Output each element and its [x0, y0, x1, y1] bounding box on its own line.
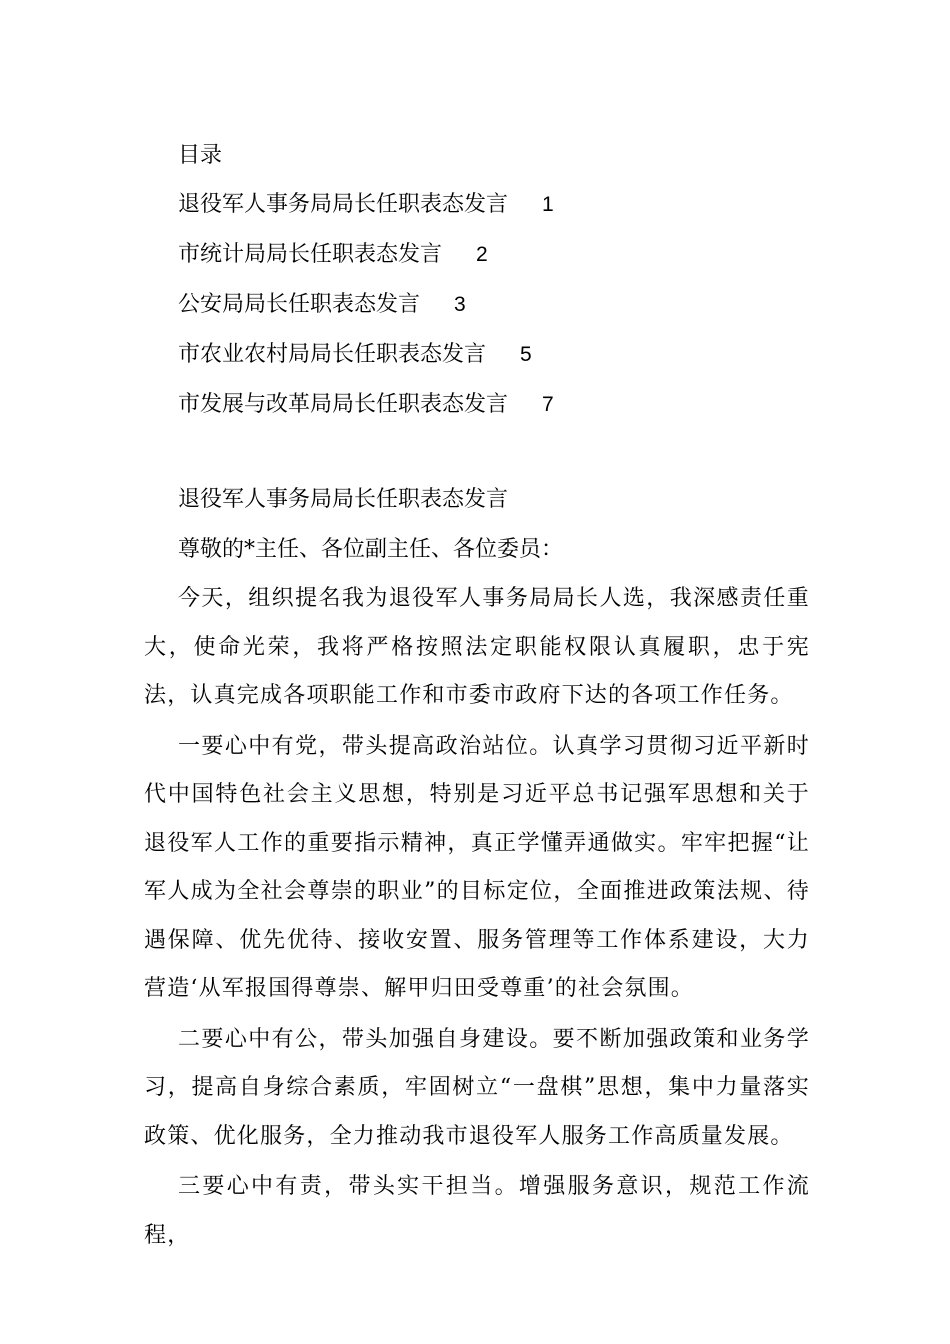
speech-paragraph: 三要心中有责，带头实干担当。增强服务意识，规范工作流程，	[144, 1174, 810, 1248]
toc-entry-label: 退役军人事务局局长任职表态发言	[178, 192, 509, 217]
toc-entry-label: 市统计局局长任职表态发言	[178, 242, 443, 267]
speech-paragraph: 二要心中有公，带头加强自身建设。要不断加强政策和业务学习，提高自身综合素质，牢固树立“一盘棋”思想，集中力量落实政策、优化服务，全力推动我市退役军人服务工作高质量发展。	[144, 1026, 810, 1149]
toc-entry[interactable]	[178, 280, 798, 330]
toc-entry[interactable]	[178, 180, 798, 230]
toc-entry[interactable]	[178, 330, 798, 380]
toc-entry[interactable]	[178, 380, 798, 430]
toc-entry-page-number: 3	[454, 293, 466, 316]
table-of-contents	[178, 131, 798, 430]
speech-body	[144, 475, 810, 1262]
toc-entry-page-number: 7	[542, 393, 554, 416]
toc-entry-page-number: 5	[520, 343, 532, 366]
toc-entry-label: 市发展与改革局局长任职表态发言	[178, 392, 509, 417]
toc-entry-label: 公安局局长任职表态发言	[178, 292, 421, 317]
speech-heading: 退役军人事务局局长任职表态发言	[178, 487, 509, 512]
toc-title: 目录	[178, 143, 223, 168]
toc-entry-label: 市农业农村局局长任职表态发言	[178, 342, 487, 367]
speech-paragraph: 今天，组织提名我为退役军人事务局局长人选，我深感责任重大，使命光荣，我将严格按照法定职能权限认真履职，忠于宪法，认真完成各项职能工作和市委市政府下达的各项工作任务。	[144, 586, 810, 708]
toc-entry[interactable]	[178, 230, 798, 280]
speech-paragraph: 一要心中有党，带头提高政治站位。认真学习贯彻习近平新时代中国特色社会主义思想，特别是习近平总书记强军思想和关于退役军人工作的重要指示精神，真正学懂弄通做实。牢牢把握“让军人成为全社会尊崇的职业”的目标定位，全面推进政策法规、待遇保障、优先优待、接收安置、服务管理等工作体系建设，大力营造‘从军报国得尊崇、解甲归田受尊重’的社会氛围。	[144, 733, 810, 1001]
toc-entry-page-number: 2	[476, 243, 488, 266]
speech-salutation: 尊敬的*主任、各位副主任、各位委员：	[178, 537, 564, 562]
toc-entry-page-number: 1	[542, 193, 554, 216]
